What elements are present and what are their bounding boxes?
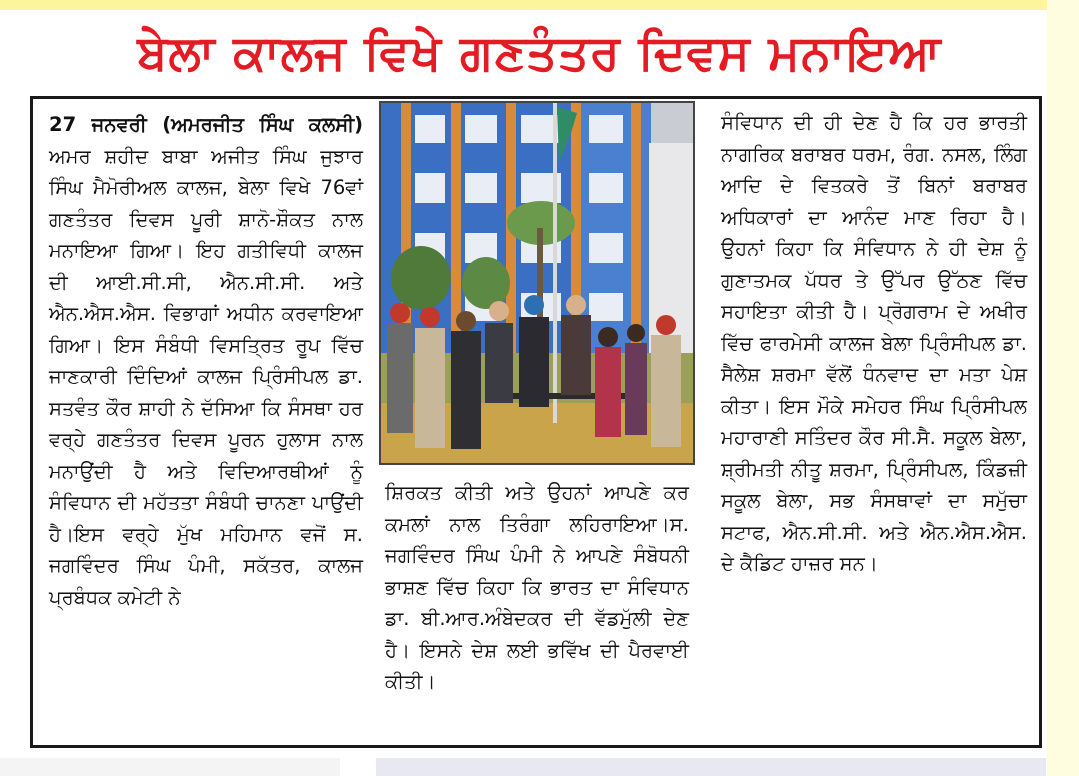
next-article-edge — [376, 758, 1046, 776]
article-column-3 — [721, 107, 1027, 580]
flag-hoisting-photo — [381, 103, 693, 463]
article-column-1 — [49, 109, 363, 613]
column-2-text: ਸ਼ਿਰਕਤ ਕੀਤੀ ਅਤੇ ਉਹਨਾਂ ਆਪਣੇ ਕਰ ਕਮਲਾਂ ਨਾਲ ਤਿਰੰਗਾ ਲਹਿਰਾਇਆ।ਸ. ਜਗਵਿੰਦਰ ਸਿੰਘ ਪੰਮੀ ਨੇ ਆਪਣੇ ਸੰਬੋਧਨੀ ਭਾਸ਼ਣ ਵਿੱਚ ਕਿਹਾ ਕਿ ਭਾਰਤ ਦਾ ਸੰਵਿਧਾਨ ਡਾ. ਬੀ.ਆਰ.ਅੰਬੇਦਕਰ ਦੀ ਵੱਡਮੁੱਲੀ ਦੇਣ ਹੈ। ਇਸਨੇ ਦੇਸ਼ ਲਈ ਭਵਿੱਖ ਦੀ ਪੈਰਵਾਈ ਕੀਤੀ। — [385, 481, 689, 693]
article-column-2 — [385, 477, 689, 698]
news-photo — [379, 101, 695, 465]
column-1-text: ਅਮਰ ਸ਼ਹੀਦ ਬਾਬਾ ਅਜੀਤ ਸਿੰਘ ਜੁਝਾਰ ਸਿੰਘ ਮੈਮੋਰੀਅਲ ਕਾਲਜ, ਬੇਲਾ ਵਿਖੇ 76ਵਾਂ ਗਣਤੰਤਰ ਦਿਵਸ ਪੂਰੀ ਸ਼ਾਨੋ-ਸ਼ੌਕਤ ਨਾਲ ਮਨਾਇਆ ਗਿਆ। ਇਹ ਗਤੀਵਿਧੀ ਕਾਲਜ ਦੀ ਆਈ.ਸੀ.ਸੀ, ਐਨ.ਸੀ.ਸੀ. ਅਤੇ ਐਨ.ਐਸ.ਐਸ. ਵਿਭਾਗਾਂ ਅਧੀਨ ਕਰਵਾਇਆ ਗਿਆ। ਇਸ ਸੰਬੰਧੀ ਵਿਸਤ੍ਰਿਤ ਰੂਪ ਵਿੱਚ ਜਾਣਕਾਰੀ ਦਿੰਦਿਆਂ ਕਾਲਜ ਪ੍ਰਿੰਸੀਪਲ ਡਾ. ਸਤਵੰਤ ਕੌਰ ਸ਼ਾਹੀ ਨੇ ਦੱਸਿਆ ਕਿ ਸੰਸਥਾ ਹਰ ਵਰ੍ਹੇ ਗਣਤੰਤਰ ਦਿਵਸ ਪੂਰਨ ਹੁਲਾਸ ਨਾਲ ਮਨਾਉਂਦੀ ਹੈ ਅਤੇ ਵਿਦਿਆਰਥੀਆਂ ਨੂੰ ਸੰਵਿਧਾਨ ਦੀ ਮਹੱਤਤਾ ਸੰਬੰਧੀ ਚਾਨਣਾ ਪਾਉਂਦੀ ਹੈ।ਇਸ ਵਰ੍ਹੇ ਮੁੱਖ ਮਹਿਮਾਨ ਵਜੋਂ ਸ. ਜਗਵਿੰਦਰ ਸਿੰਘ ਪੰਮੀ, ਸਕੱਤਰ, ਕਾਲਜ ਪ੍ਰਬੰਧਕ ਕਮੇਟੀ ਨੇ — [49, 144, 363, 609]
dateline: 27 ਜਨਵਰੀ (ਅਮਰਜੀਤ ਸਿੰਘ ਕਲਸੀ) — [49, 113, 363, 136]
next-article-edge-left — [0, 758, 340, 776]
top-color-strip — [0, 0, 1079, 10]
article-frame — [30, 96, 1042, 748]
headline: ਬੇਲਾ ਕਾਲਜ ਵਿਖੇ ਗਣਤੰਤਰ ਦਿਵਸ ਮਨਾਇਆ — [137, 25, 942, 81]
right-margin-strip — [1047, 0, 1079, 776]
column-3-text: ਸੰਵਿਧਾਨ ਦੀ ਹੀ ਦੇਣ ਹੈ ਕਿ ਹਰ ਭਾਰਤੀ ਨਾਗਰਿਕ ਬਰਾਬਰ ਧਰਮ, ਰੰਗ. ਨਸਲ, ਲਿੰਗ ਆਦਿ ਦੇ ਵਿਤਕਰੇ ਤੋਂ ਬਿਨਾਂ ਬਰਾਬਰ ਅਧਿਕਾਰਾਂ ਦਾ ਆਨੰਦ ਮਾਣ ਰਿਹਾ ਹੈ। ਉਹਨਾਂ ਕਿਹਾ ਕਿ ਸੰਵਿਧਾਨ ਨੇ ਹੀ ਦੇਸ਼ ਨੂੰ ਗੁਣਾਤਮਕ ਪੱਧਰ ਤੇ ਉੱਪਰ ਉੱਠਣ ਵਿੱਚ ਸਹਾਇਤਾ ਕੀਤੀ ਹੈ। ਪ੍ਰੋਗਰਾਮ ਦੇ ਅਖੀਰ ਵਿੱਚ ਫਾਰਮੇਸੀ ਕਾਲਜ ਬੇਲਾ ਪ੍ਰਿੰਸੀਪਲ ਡਾ. ਸੈਲੇਸ਼ ਸ਼ਰਮਾ ਵੱਲੋਂ ਧੰਨਵਾਦ ਦਾ ਮਤਾ ਪੇਸ਼ ਕੀਤਾ। ਇਸ ਮੌਕੇ ਸਮੇਹਰ ਸਿੰਘ ਪ੍ਰਿੰਸੀਪਲ ਮਹਾਰਾਣੀ ਸਤਿੰਦਰ ਕੌਰ ਸੀ.ਸੈ. ਸਕੂਲ ਬੇਲਾ, ਸ਼੍ਰੀਮਤੀ ਨੀਤੂ ਸ਼ਰਮਾ, ਪ੍ਰਿੰਸੀਪਲ, ਕਿੰਡਜ਼ੀ ਸਕੂਲ ਬੇਲਾ, ਸਭ ਸੰਸਥਾਵਾਂ ਦਾ ਸਮੁੱਚਾ ਸਟਾਫ, ਐਨ.ਸੀ.ਸੀ. ਅਤੇ ਐਨ.ਐਸ.ਐਸ. ਦੇ ਕੈਡਿਟ ਹਾਜ਼ਰ ਸਨ। — [721, 111, 1027, 575]
